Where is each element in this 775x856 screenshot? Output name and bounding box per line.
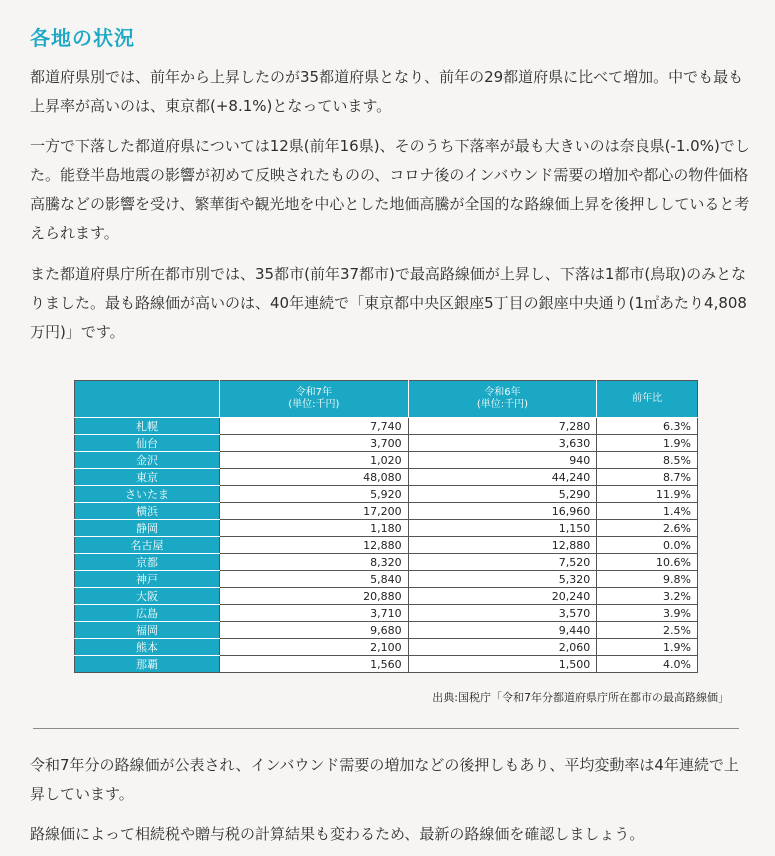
r6-cell: 2,060 <box>408 639 597 656</box>
closing-paragraph-1: 令和7年分の路線価が公表され、インバウンド需要の増加などの後押しもあり、平均変動率は4年連続で上昇しています。 <box>30 756 739 803</box>
city-cell: 横浜 <box>75 503 220 520</box>
r6-cell: 1,150 <box>408 520 597 537</box>
r7-cell: 48,080 <box>220 469 409 486</box>
city-cell: 金沢 <box>75 452 220 469</box>
city-cell: 静岡 <box>75 520 220 537</box>
city-cell: 名古屋 <box>75 537 220 554</box>
header-r6 <box>408 381 597 418</box>
r6-cell: 7,520 <box>408 554 597 571</box>
header-city <box>75 381 220 418</box>
r7-cell: 20,880 <box>220 588 409 605</box>
table-row <box>75 503 698 520</box>
change-cell: 10.6% <box>597 554 698 571</box>
header-r6-title: 令和6年 <box>484 387 521 398</box>
change-cell: 2.5% <box>597 622 698 639</box>
change-cell: 4.0% <box>597 656 698 673</box>
r7-cell: 8,320 <box>220 554 409 571</box>
change-cell: 1.9% <box>597 639 698 656</box>
table-row <box>75 605 698 622</box>
table-row <box>75 486 698 503</box>
city-cell: さいたま <box>75 486 220 503</box>
change-cell: 8.5% <box>597 452 698 469</box>
r6-cell: 1,500 <box>408 656 597 673</box>
change-cell: 2.6% <box>597 520 698 537</box>
table-header-row <box>75 381 698 418</box>
table-row <box>75 639 698 656</box>
r7-cell: 1,020 <box>220 452 409 469</box>
table-row <box>75 554 698 571</box>
header-r7-unit: (単位:千円) <box>288 399 340 410</box>
change-cell: 8.7% <box>597 469 698 486</box>
table-row <box>75 452 698 469</box>
header-r7-title: 令和7年 <box>295 387 333 398</box>
r6-cell: 3,630 <box>408 435 597 452</box>
r6-cell: 9,440 <box>408 622 597 639</box>
divider <box>33 728 739 729</box>
paragraph-prefectures: 都道府県別では、前年から上昇したのが35都道府県となり、前年の29都道府県に比べて増加。中でも最も上昇率が高いのは、東京都(+8.1%)となっています。 <box>30 68 744 115</box>
city-cell: 熊本 <box>75 639 220 656</box>
r6-cell: 940 <box>408 452 597 469</box>
city-cell: 福岡 <box>75 622 220 639</box>
header-change-title: 前年比 <box>632 393 663 404</box>
r6-cell: 3,570 <box>408 605 597 622</box>
r7-cell: 9,680 <box>220 622 409 639</box>
change-cell: 11.9% <box>597 486 698 503</box>
paragraph-capitals: また都道府県庁所在都市別では、35都市(前年37都市)で最高路線価が上昇し、下落は1都市(鳥取)のみとなりました。最も路線価が高いのは、40年連続で「東京都中央区銀座5丁目の銀座中央通り(1㎡あたり4,808万円)」です。 <box>30 265 747 341</box>
city-cell: 神戸 <box>75 571 220 588</box>
table-row <box>75 520 698 537</box>
change-cell: 6.3% <box>597 418 698 435</box>
change-cell: 3.2% <box>597 588 698 605</box>
route-price-table <box>74 380 698 673</box>
r6-cell: 5,320 <box>408 571 597 588</box>
r7-cell: 17,200 <box>220 503 409 520</box>
change-cell: 1.9% <box>597 435 698 452</box>
header-r7 <box>220 381 409 418</box>
r6-cell: 5,290 <box>408 486 597 503</box>
r7-cell: 5,840 <box>220 571 409 588</box>
r6-cell: 44,240 <box>408 469 597 486</box>
r7-cell: 1,560 <box>220 656 409 673</box>
section-heading: 各地の状況 <box>30 26 135 50</box>
r6-cell: 20,240 <box>408 588 597 605</box>
r6-cell: 7,280 <box>408 418 597 435</box>
paragraph-decline: 一方で下落した都道府県については12県(前年16県)、そのうち下落率が最も大きいのは奈良県(-1.0%)でした。能登半島地震の影響が初めて反映されたものの、コロナ後のインバウンド需要の増加や都心の物件価格高騰などの影響を受け、繁華街や観光地を中心とした地価高騰が全国的な路線価上昇を後押ししていると考えられます。 <box>30 137 750 242</box>
change-cell: 9.8% <box>597 571 698 588</box>
r7-cell: 3,710 <box>220 605 409 622</box>
table-row <box>75 571 698 588</box>
r7-cell: 1,180 <box>220 520 409 537</box>
header-change <box>597 381 698 418</box>
closing-paragraph-2: 路線価によって相続税や贈与税の計算結果も変わるため、最新の路線価を確認しましょう。 <box>30 825 645 843</box>
r7-cell: 3,700 <box>220 435 409 452</box>
r7-cell: 12,880 <box>220 537 409 554</box>
r6-cell: 16,960 <box>408 503 597 520</box>
r7-cell: 5,920 <box>220 486 409 503</box>
change-cell: 0.0% <box>597 537 698 554</box>
change-cell: 3.9% <box>597 605 698 622</box>
city-cell: 広島 <box>75 605 220 622</box>
table-row <box>75 537 698 554</box>
table-row <box>75 588 698 605</box>
source-note: 出典:国税庁「令和7年分都道府県庁所在都市の最高路線価」 <box>432 691 729 704</box>
r7-cell: 7,740 <box>220 418 409 435</box>
r6-cell: 12,880 <box>408 537 597 554</box>
table-row <box>75 435 698 452</box>
city-cell: 東京 <box>75 469 220 486</box>
city-cell: 大阪 <box>75 588 220 605</box>
table-row <box>75 622 698 639</box>
city-cell: 仙台 <box>75 435 220 452</box>
change-cell: 1.4% <box>597 503 698 520</box>
r7-cell: 2,100 <box>220 639 409 656</box>
city-cell: 京都 <box>75 554 220 571</box>
city-cell: 那覇 <box>75 656 220 673</box>
table-body <box>75 418 698 673</box>
table-row <box>75 469 698 486</box>
city-cell: 札幌 <box>75 418 220 435</box>
table-row <box>75 418 698 435</box>
table-row <box>75 656 698 673</box>
header-r6-unit: (単位:千円) <box>476 399 529 410</box>
